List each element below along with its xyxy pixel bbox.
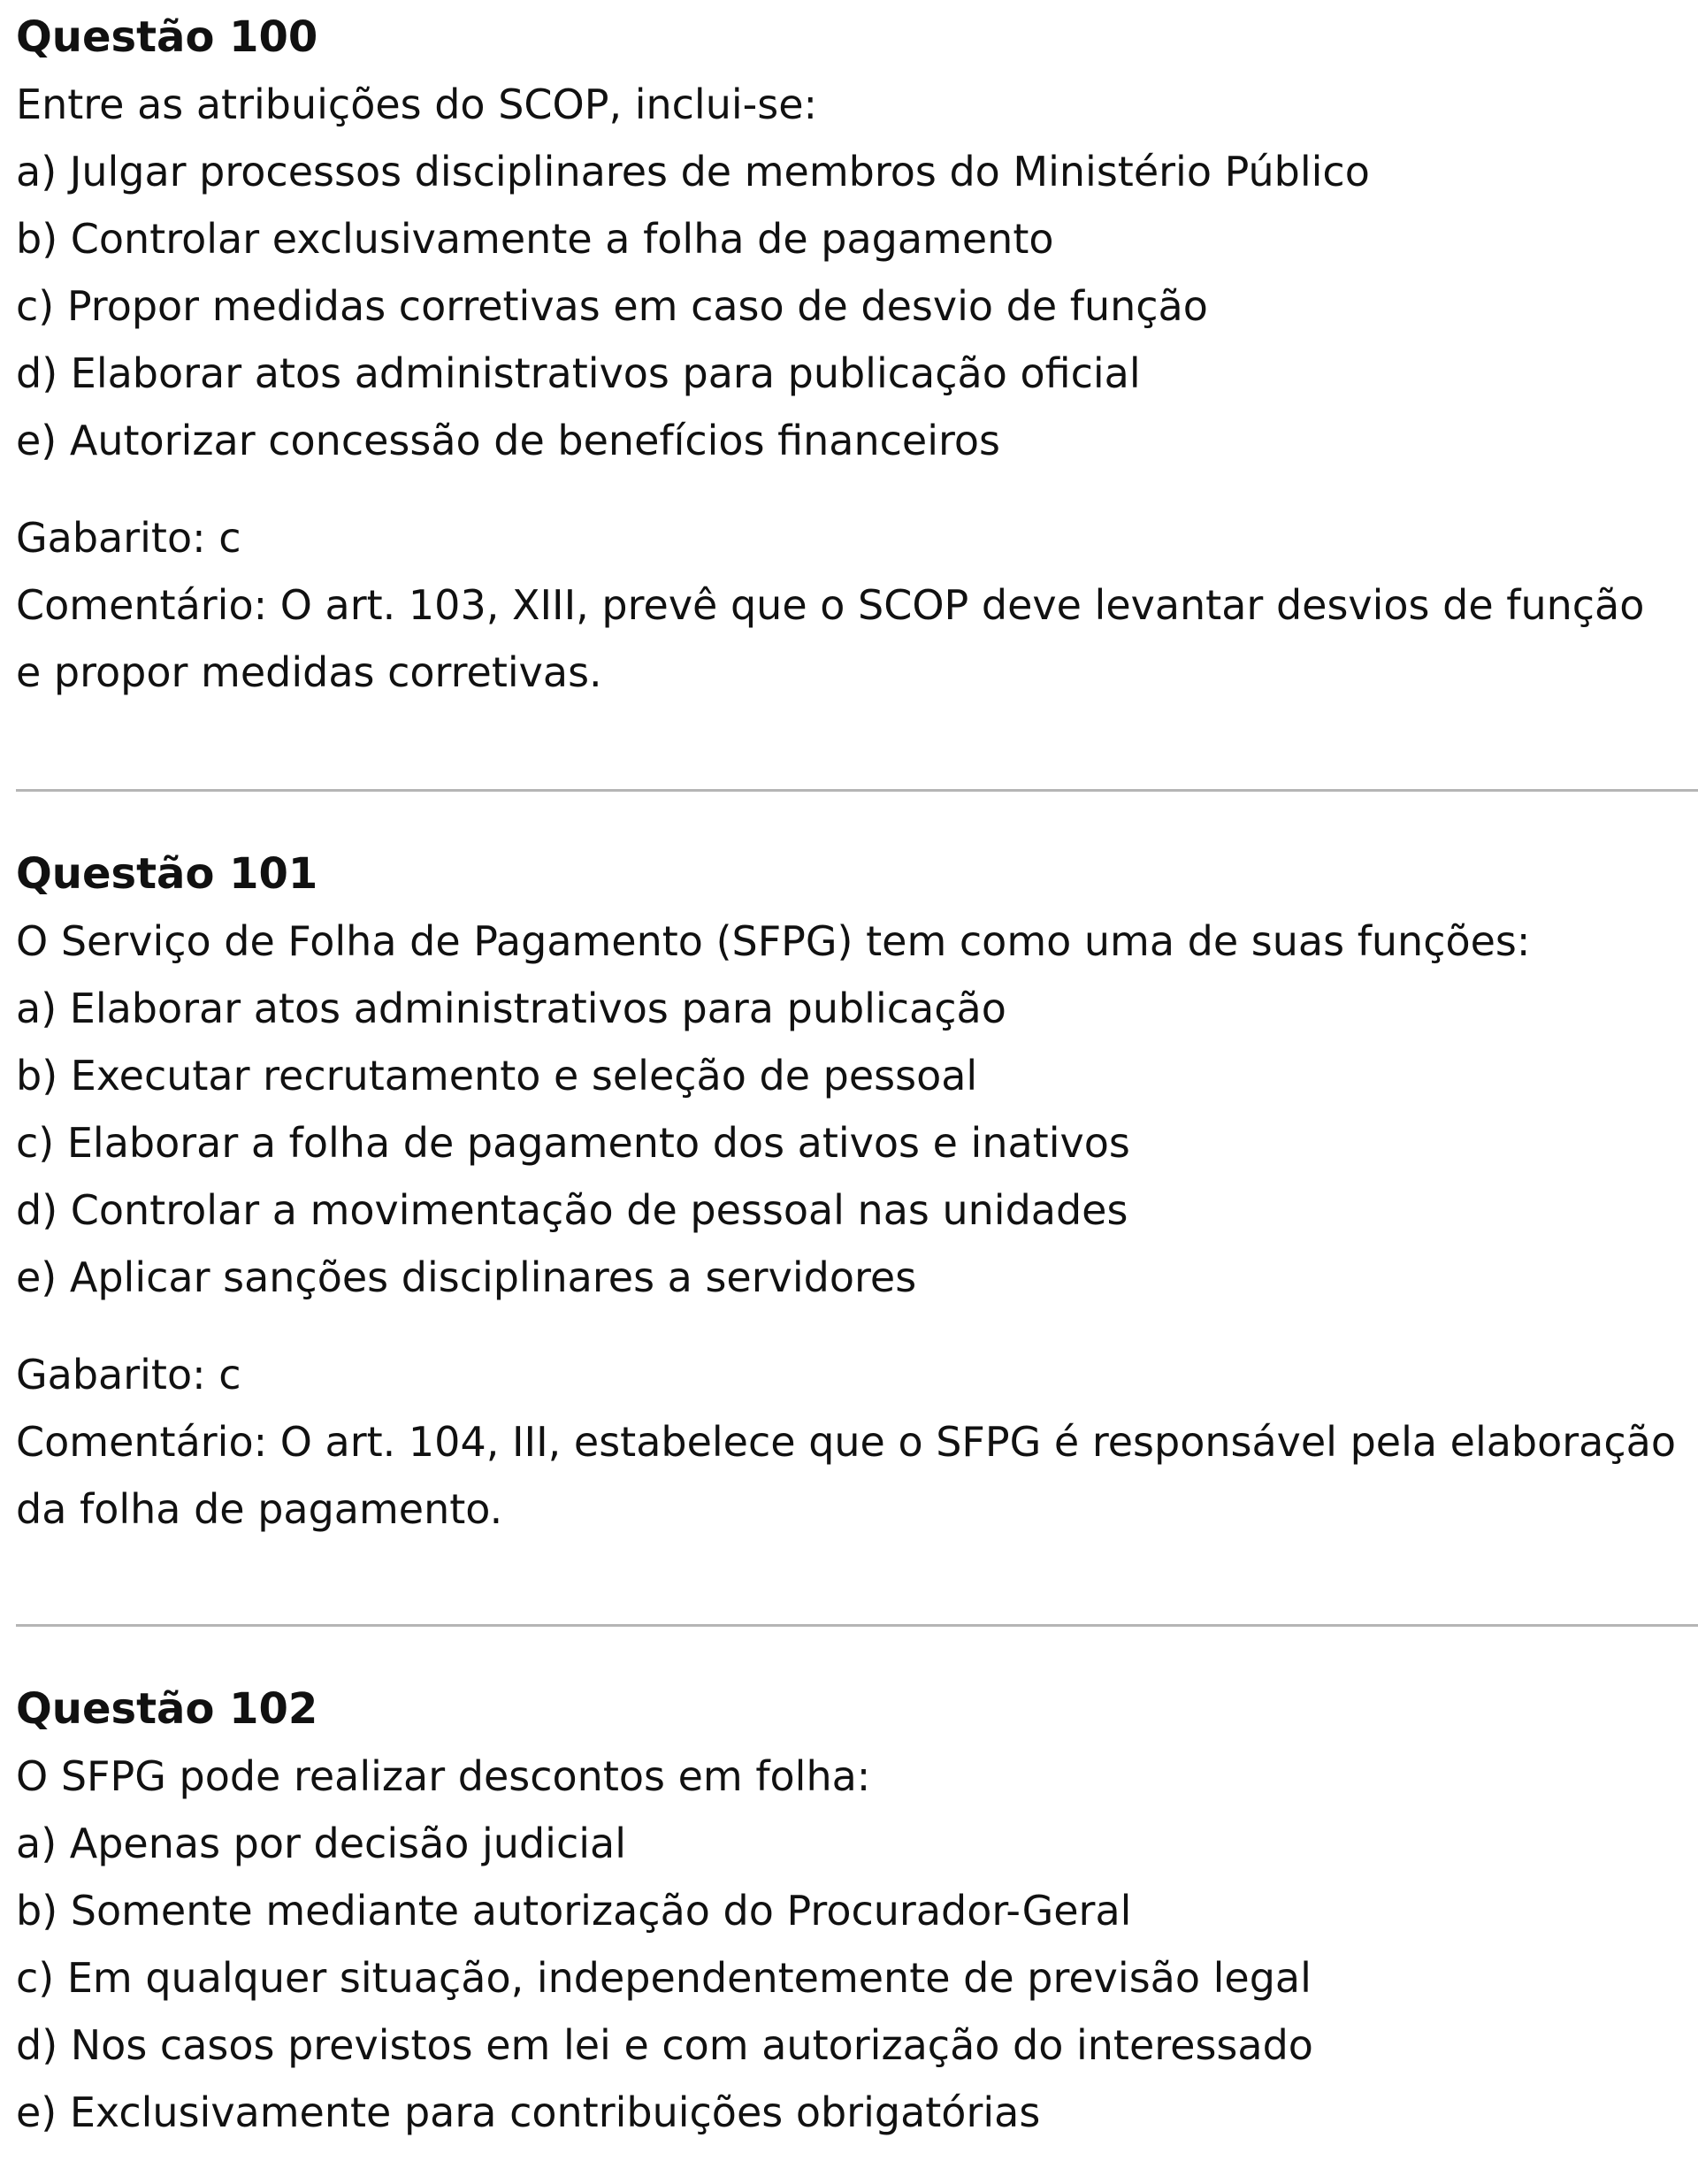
option-c: c) Propor medidas corretivas em caso de desvio de função — [16, 282, 1208, 330]
option-b: b) Somente mediante autorização do Procurador-Geral — [16, 1887, 1132, 1935]
option-a: a) Julgar processos disciplinares de membros do Ministério Público — [16, 148, 1370, 195]
answer-key: Gabarito: c — [16, 514, 241, 562]
question-prompt: O SFPG pode realizar descontos em folha: — [16, 1752, 871, 1800]
option-c: c) Elaborar a folha de pagamento dos ativos e inativos — [16, 1119, 1130, 1167]
option-e: e) Autorizar concessão de benefícios financeiros — [16, 417, 1001, 464]
option-d: d) Nos casos previstos em lei e com autorização do interessado — [16, 2021, 1313, 2069]
question-title: Questão 101 — [16, 849, 318, 899]
option-e: e) Aplicar sanções disciplinares a servidores — [16, 1253, 917, 1301]
section-divider — [16, 1624, 1698, 1627]
question-prompt: O Serviço de Folha de Pagamento (SFPG) tem como uma de suas funções: — [16, 917, 1531, 965]
option-a: a) Elaborar atos administrativos para publicação — [16, 985, 1006, 1032]
answer-comment: Comentário: O art. 103, XIII, prevê que o SCOP deve levantar desvios de função e propor medidas corretivas. — [16, 581, 1645, 696]
section-divider — [16, 789, 1698, 792]
answer-comment: Comentário: O art. 104, III, estabelece que o SFPG é responsável pela elaboração da folha de pagamento. — [16, 1418, 1676, 1533]
question-title: Questão 100 — [16, 12, 318, 62]
question-prompt: Entre as atribuições do SCOP, inclui-se: — [16, 80, 818, 128]
option-d: d) Elaborar atos administrativos para publicação oficial — [16, 349, 1141, 397]
question-title: Questão 102 — [16, 1684, 318, 1734]
option-b: b) Executar recrutamento e seleção de pessoal — [16, 1052, 978, 1100]
answer-key: Gabarito: c — [16, 1351, 241, 1399]
option-a: a) Apenas por decisão judicial — [16, 1820, 626, 1867]
option-d: d) Controlar a movimentação de pessoal nas unidades — [16, 1186, 1128, 1234]
option-e: e) Exclusivamente para contribuições obrigatórias — [16, 2088, 1041, 2136]
option-c: c) Em qualquer situação, independentemente de previsão legal — [16, 1954, 1312, 2002]
option-b: b) Controlar exclusivamente a folha de pagamento — [16, 215, 1054, 263]
